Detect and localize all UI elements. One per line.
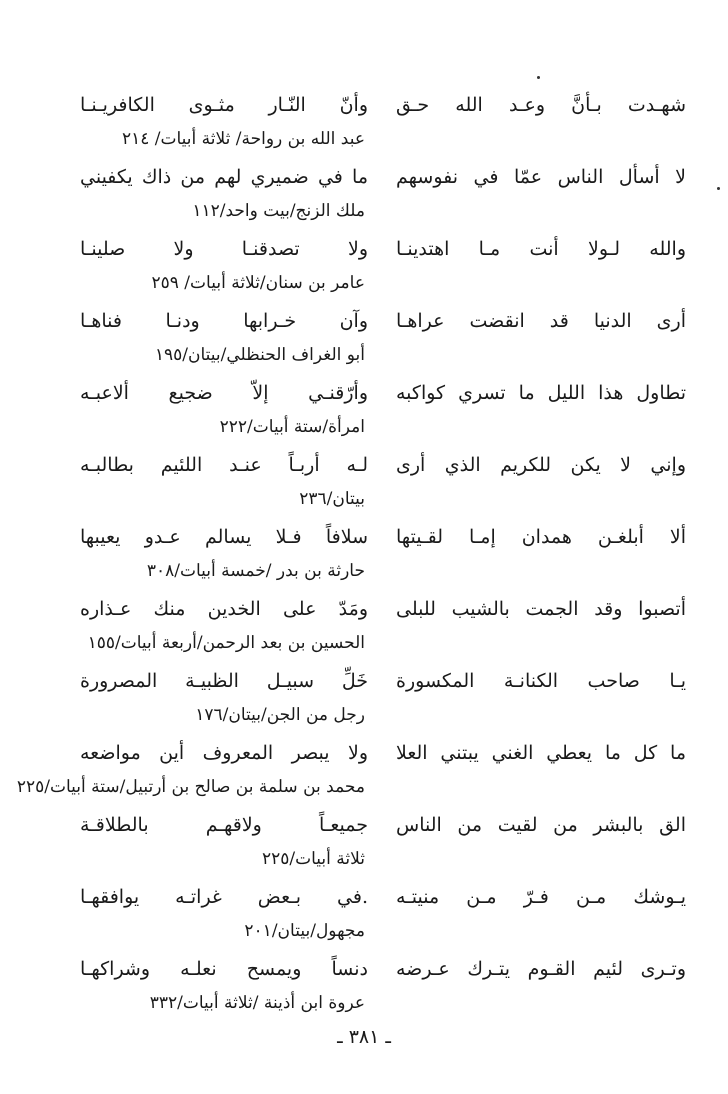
second-hemistich: سلافاً فـلا يسالم عـدو يعيبها xyxy=(80,526,368,548)
verse-line xyxy=(78,232,686,266)
ink-speck xyxy=(537,76,540,79)
verse-line xyxy=(78,520,686,554)
poem-entry xyxy=(0,88,728,160)
poem-entry xyxy=(0,520,728,592)
verse-line xyxy=(78,664,686,698)
first-hemistich: لا أسأل الناس عمّا في نفوسهم xyxy=(396,166,686,188)
first-hemistich: شهـدت بـأنَّ وعـد الله حـق xyxy=(396,94,686,116)
second-hemistich: .في بـعض غراتـه يوافقهـا xyxy=(80,886,368,908)
second-hemistich: ما في ضميري لهم من ذاك يكفيني xyxy=(80,166,368,188)
second-hemistich: جميعـاً ولاقهـم بالطلاقـة xyxy=(80,814,368,836)
second-hemistich: وآن خـرابها ودنـا فناهـا xyxy=(80,310,368,332)
poem-entry xyxy=(0,304,728,376)
first-hemistich: أتصبوا وقد الجمت بالشيب للبلى xyxy=(396,598,686,620)
poem-entry xyxy=(0,808,728,880)
poem-entry xyxy=(0,160,728,232)
first-hemistich: الق بالبشر من لقيت من الناس xyxy=(396,814,686,836)
first-hemistich: وتـرى لئيم القـوم يتـرك عـرضه xyxy=(396,958,686,980)
first-hemistich: ما كل ما يعطي الغني يبتني العلا xyxy=(396,742,686,764)
poem-entry xyxy=(0,376,728,448)
second-hemistich: دنساً ويمسح نعلـه وشراكهـا xyxy=(80,958,368,980)
second-hemistich: وأرّقنـي إلاّ ضجيع ألاعبـه xyxy=(80,382,368,404)
first-hemistich: ألا أبلغـن همدان إمـا لقـيتها xyxy=(396,526,686,548)
second-hemistich: ولا يبصر المعروف أين مواضعه xyxy=(80,742,368,764)
first-hemistich: يـا صاحب الكنانـة المكسورة xyxy=(396,670,686,692)
poem-entry xyxy=(0,664,728,736)
verse-line xyxy=(78,88,686,122)
second-hemistich: وأنّ النّـار مثـوى الكافريـنـا xyxy=(80,94,368,116)
citation: الحسين بن بعد الرحمن/أربعة أبيات/١٥٥ xyxy=(87,633,365,653)
poem-entry xyxy=(0,232,728,304)
citation: عروة ابن أذينة /ثلاثة أبيات/٣٣٢ xyxy=(149,993,365,1013)
citation: محمد بن سلمة بن صالح بن أرتبيل/ستة أبيات/٢٢٥ xyxy=(16,777,365,797)
citation: مجهول/بيتان/٢٠١ xyxy=(244,921,365,941)
first-hemistich: تطاول هذا الليل ما تسري كواكبه xyxy=(396,382,686,404)
second-hemistich: لـه أربـاً عنـد اللئيم بطالبـه xyxy=(80,454,368,476)
citation: ملك الزنج/بيت واحد/١١٢ xyxy=(192,201,365,221)
citation: بيتان/٢٣٦ xyxy=(299,489,365,509)
citation: ثلاثة أبيات/٢٢٥ xyxy=(261,849,365,869)
citation: رجل من الجن/بيتان/١٧٦ xyxy=(195,705,365,725)
poem-entry xyxy=(0,592,728,664)
page-number: ـ ٣٨١ ـ xyxy=(337,1026,391,1048)
verse-line xyxy=(78,808,686,842)
citation: أبو الغراف الحنظلي/بيتان/١٩٥ xyxy=(154,345,365,365)
poem-entry xyxy=(0,880,728,952)
verse-line xyxy=(78,952,686,986)
citation: امرأة/ستة أبيات/٢٢٢ xyxy=(219,417,365,437)
poem-entry xyxy=(0,952,728,1024)
second-hemistich: ومَدّ على الخدين منك عـذاره xyxy=(80,598,368,620)
verse-line xyxy=(78,304,686,338)
first-hemistich: والله لـولا أنت مـا اهتدينـا xyxy=(396,238,686,260)
verse-line xyxy=(78,376,686,410)
second-hemistich: ولا تصدقنـا ولا صلينـا xyxy=(80,238,368,260)
poem-entry xyxy=(0,736,728,808)
first-hemistich: أرى الدنيا قد انقضت عراهـا xyxy=(396,310,686,332)
first-hemistich: يـوشك مـن فـرّ مـن منيتـه xyxy=(396,886,686,908)
first-hemistich: وإني لا يكن للكريم الذي أرى xyxy=(396,454,686,476)
second-hemistich: خَلِّ سبيـل الظبيـة المصرورة xyxy=(80,670,368,692)
citation: حارثة بن بدر /خمسة أبيات/٣٠٨ xyxy=(146,561,365,581)
verse-line xyxy=(78,880,686,914)
citation: عامر بن سنان/ثلاثة أبيات/ ٢٥٩ xyxy=(151,273,365,293)
verse-line xyxy=(78,592,686,626)
verse-line xyxy=(78,160,686,194)
citation: عبد الله بن رواحة/ ثلاثة أبيات/ ٢١٤ xyxy=(121,129,365,149)
verse-line xyxy=(78,736,686,770)
verse-line xyxy=(78,448,686,482)
poem-entry xyxy=(0,448,728,520)
